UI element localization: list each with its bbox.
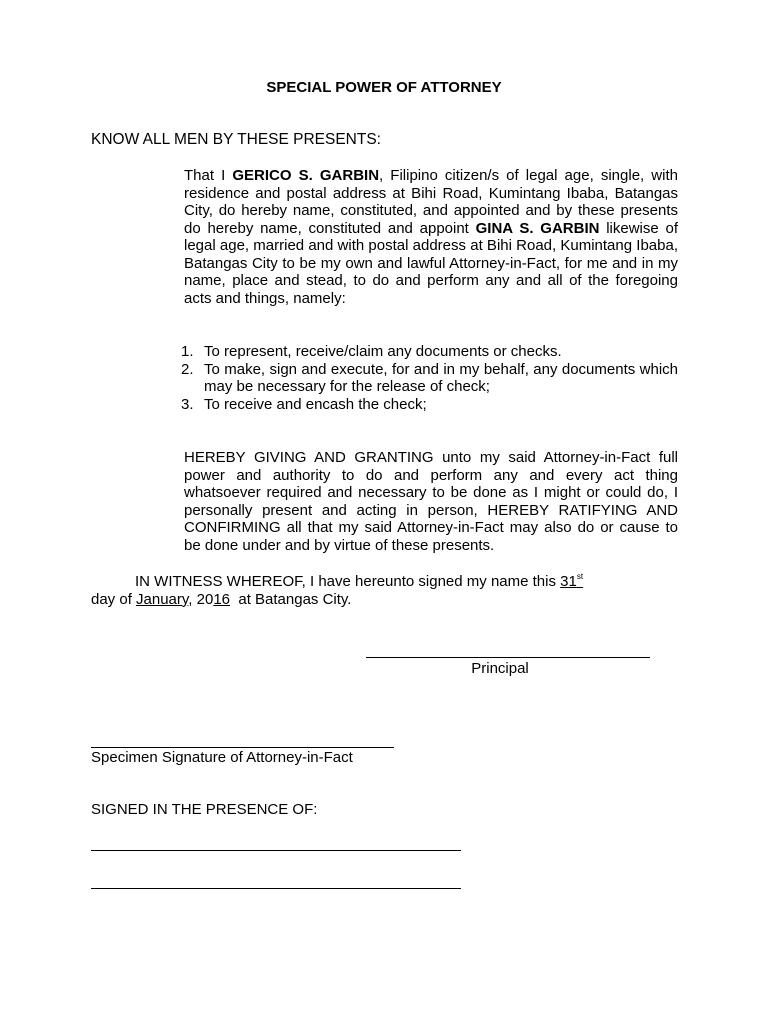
list-item	[181, 361, 678, 396]
list-item-text: To represent, receive/claim any documents or checks.	[204, 343, 562, 360]
document-title: SPECIAL POWER OF ATTORNEY	[266, 79, 502, 96]
appointment-text	[135, 167, 678, 307]
signing-month: January	[136, 590, 189, 608]
witness-date-line	[91, 591, 678, 609]
witness-text-b: day of	[91, 590, 137, 608]
attorney-signature-line	[91, 747, 394, 748]
signing-day-number: 31	[560, 573, 577, 590]
principal-name: GERICO S. GARBIN	[232, 167, 380, 184]
list-item	[181, 396, 678, 414]
signing-year-prefix: , 20	[188, 590, 214, 608]
granting-paragraph	[135, 449, 678, 554]
witness-text	[91, 573, 678, 591]
appointment-text-b: likewise of legal age, married and with postal address at Bihi Road, Kumintang Ibaba, Batangas City to be my own and lawful Attorney-in-Fact, for me and in my name, place and stead, to do and perform any and all of the foregoing acts and things, namely:	[184, 219, 679, 307]
signing-day-suffix: st	[576, 572, 584, 581]
witness-text-a: IN WITNESS WHEREOF, I have hereunto signed my name this	[135, 573, 561, 590]
list-item	[181, 343, 678, 361]
attorney-signature-label: Specimen Signature of Attorney-in-Fact	[91, 749, 353, 766]
principal-signature-line	[366, 657, 650, 658]
presence-label: SIGNED IN THE PRESENCE OF:	[91, 801, 318, 818]
appointment-lead: That I	[184, 167, 233, 184]
principal-label: Principal	[471, 660, 529, 677]
appointment-paragraph	[135, 167, 678, 307]
witness-signature-line	[91, 850, 461, 851]
witness-text-c: at Batangas City.	[230, 590, 352, 608]
witness-paragraph	[91, 573, 678, 608]
powers-list	[181, 343, 678, 413]
list-item-number: 1.	[181, 343, 194, 360]
attorney-name: GINA S. GARBIN	[475, 219, 600, 237]
granting-text: HEREBY GIVING AND GRANTING unto my said Attorney-in-Fact full power and authority to do and perform any and every act thing whatsoever required and necessary to be done as I might or could do, I personally present and acting in person, HEREBY RATIFYING AND CONFIRMING all that my said Attorney-in-Fact may also do or cause to be done under and by virtue of these presents.	[184, 449, 678, 554]
appointment-text-a: , Filipino citizen/s of legal age, single, with residence and postal address at Bihi Road, Kumintang Ibaba, Batangas City, do hereby name, constituted, and appointed and by these presents do hereby name, constituted and appoint	[184, 167, 678, 237]
list-item-number: 2.	[181, 360, 194, 378]
signing-day	[560, 573, 583, 590]
salutation: KNOW ALL MEN BY THESE PRESENTS:	[91, 131, 381, 148]
list-item-number: 3.	[181, 395, 194, 413]
list-item-text: To make, sign and execute, for and in my behalf, any documents which may be necessary for the release of check;	[204, 360, 678, 395]
list-item-text: To receive and encash the check;	[204, 395, 427, 413]
signing-year-suffix: 16	[213, 590, 231, 608]
witness-signature-line	[91, 888, 461, 889]
